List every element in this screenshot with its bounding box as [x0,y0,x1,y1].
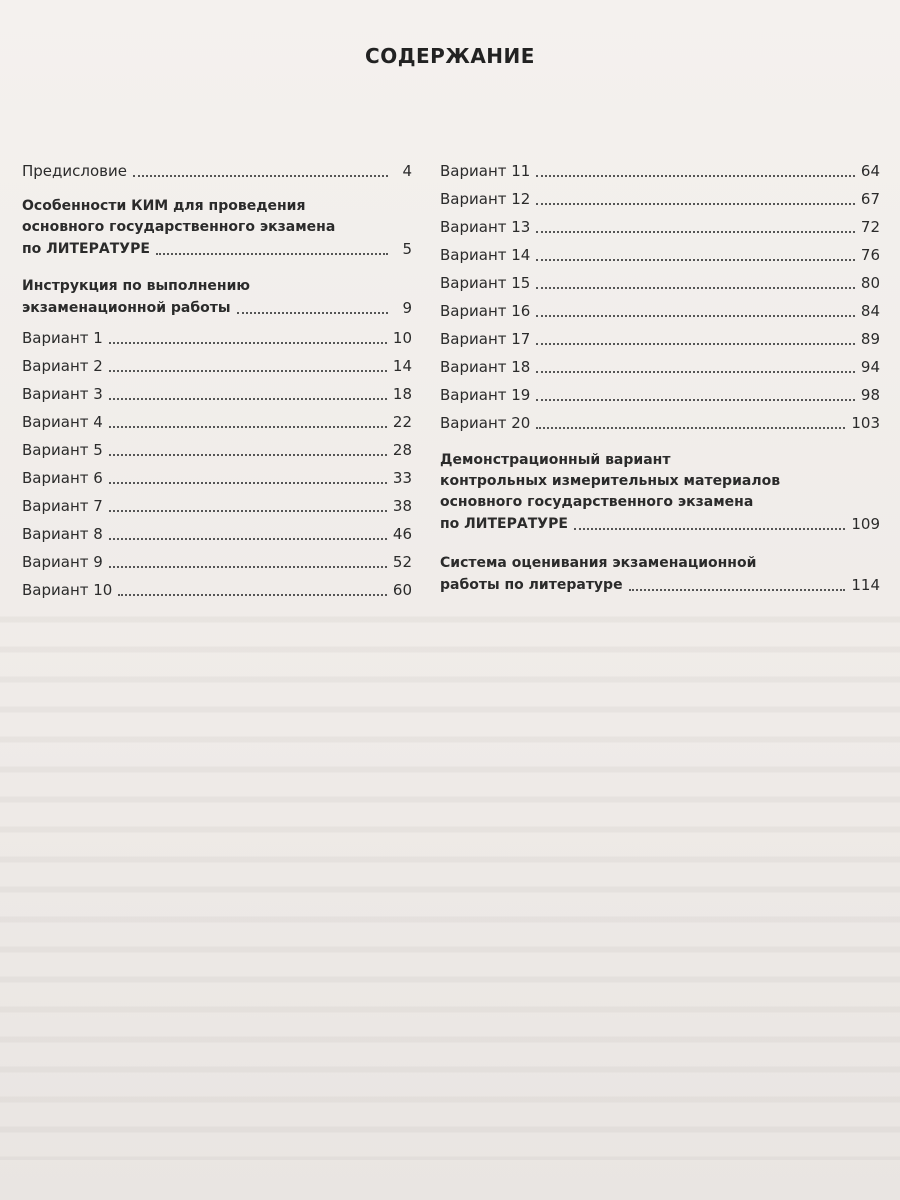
leader-dots [118,593,387,596]
toc-page-number: 18 [392,385,412,403]
leader-dots [109,397,387,400]
toc-entry-label: Вариант 6 [22,469,103,487]
leader-dots [536,230,855,233]
leader-dots [536,202,855,205]
toc-entry-variant [22,579,412,601]
toc-entry-label: Вариант 10 [22,581,113,599]
toc-entry-instruction [22,276,412,319]
toc-entry-variant [22,495,412,517]
toc-page-number: 52 [392,553,412,571]
toc-entry-variant [440,384,880,406]
leader-dots [109,565,387,568]
toc-entry-label: Вариант 15 [440,274,531,292]
toc-entry-label: Вариант 1 [22,329,103,347]
toc-entry-label: работы по литературе [440,577,623,593]
toc-page-number: 89 [860,330,880,348]
toc-entry-line: контрольных измерительных материалов [440,473,781,489]
toc-page-number: 46 [392,525,412,543]
toc-entry-label: Вариант 16 [440,302,531,320]
toc-page-number: 67 [860,190,880,208]
toc-right-column [440,160,880,604]
toc-page-number: 38 [392,497,412,515]
leader-dots [109,453,387,456]
toc-entry-label: Вариант 13 [440,218,531,236]
toc-entry-label: Вариант 5 [22,441,103,459]
leader-dots [156,252,388,255]
toc-page-number: 14 [392,357,412,375]
toc-entry-label: Вариант 11 [440,162,531,180]
toc-entry-label: Вариант 12 [440,190,531,208]
leader-dots [536,314,855,317]
toc-entry-line: Особенности КИМ для проведения [22,198,306,214]
toc-entry-label: Вариант 4 [22,413,103,431]
leader-dots [536,258,855,261]
toc-entry-line: Инструкция по выполнению [22,278,250,294]
toc-page-number: 84 [860,302,880,320]
toc-page-number: 60 [392,581,412,599]
toc-page-number: 4 [402,162,412,180]
toc-entry-label: Вариант 19 [440,386,531,404]
toc-entry-variant [440,412,880,434]
toc-entry-demo [440,450,880,535]
toc-entry-grading [440,553,880,596]
toc-entry-variant [22,383,412,405]
toc-page-number: 33 [392,469,412,487]
toc-entry-line: основного государственного экзамена [440,494,754,510]
toc-entry-label: Вариант 9 [22,553,103,571]
page-title: СОДЕРЖАНИЕ [365,44,535,68]
toc-entry-variant [440,328,880,350]
toc-entry-variant [22,523,412,545]
toc-entry-variant [22,467,412,489]
toc-entry-label: Вариант 17 [440,330,531,348]
toc-page-number: 76 [860,246,880,264]
toc-page-number: 10 [392,329,412,347]
toc-entry-label: Вариант 14 [440,246,531,264]
toc-entry-label: Вариант 2 [22,357,103,375]
toc-page-number: 80 [860,274,880,292]
toc-entry-line: Система оценивания экзаменационной [440,555,757,571]
toc-page-number: 94 [860,358,880,376]
toc-page-number: 28 [392,441,412,459]
leader-dots [536,398,855,401]
toc-entry-label: экзаменационной работы [22,300,231,316]
toc-entry-label: Вариант 20 [440,414,531,432]
toc-entry-variant [440,216,880,238]
bleed-through-text [0,600,900,1160]
toc-entry-variant [22,327,412,349]
toc-entry-variant [440,160,880,182]
toc-entry-variant [440,188,880,210]
toc-entry-label: по ЛИТЕРАТУРЕ [440,516,568,532]
toc-page-number: 9 [402,299,412,317]
toc-entry-kim [22,196,412,260]
leader-dots [133,174,388,177]
leader-dots [536,174,855,177]
toc-page-number: 109 [851,515,880,533]
toc-page-number: 114 [851,576,880,594]
toc-variant-list-left [22,327,412,601]
toc-entry-label: Вариант 7 [22,497,103,515]
toc-entry-label: Вариант 3 [22,385,103,403]
toc-entry-variant [22,551,412,573]
toc-entry-variant [440,244,880,266]
toc-variant-list-right [440,160,880,434]
leader-dots [574,527,845,530]
toc-page-number: 103 [851,414,880,432]
toc-entry-line: основного государственного экзамена [22,219,336,235]
toc-entry-variant [22,439,412,461]
toc-entry-variant [440,356,880,378]
toc-left-column [22,160,412,607]
leader-dots [536,286,855,289]
toc-entry-label: Предисловие [22,162,127,180]
leader-dots [109,537,387,540]
toc-page-number: 5 [402,240,412,258]
toc-page-number: 64 [860,162,880,180]
leader-dots [237,311,388,314]
leader-dots [536,342,855,345]
toc-entry-variant [440,272,880,294]
leader-dots [109,341,387,344]
toc-entry-line: Демонстрационный вариант [440,452,671,468]
leader-dots [109,369,387,372]
toc-entry-label: по ЛИТЕРАТУРЕ [22,241,150,257]
toc-entry-variant [22,355,412,377]
toc-entry-variant [22,411,412,433]
leader-dots [629,588,846,591]
toc-entry-label: Вариант 8 [22,525,103,543]
toc-page-number: 72 [860,218,880,236]
leader-dots [109,425,387,428]
toc-entry-variant [440,300,880,322]
leader-dots [536,370,855,373]
leader-dots [109,509,387,512]
toc-page-number: 98 [860,386,880,404]
leader-dots [536,426,845,429]
leader-dots [109,481,387,484]
toc-page-number: 22 [392,413,412,431]
toc-entry-preface [22,160,412,182]
toc-entry-label: Вариант 18 [440,358,531,376]
